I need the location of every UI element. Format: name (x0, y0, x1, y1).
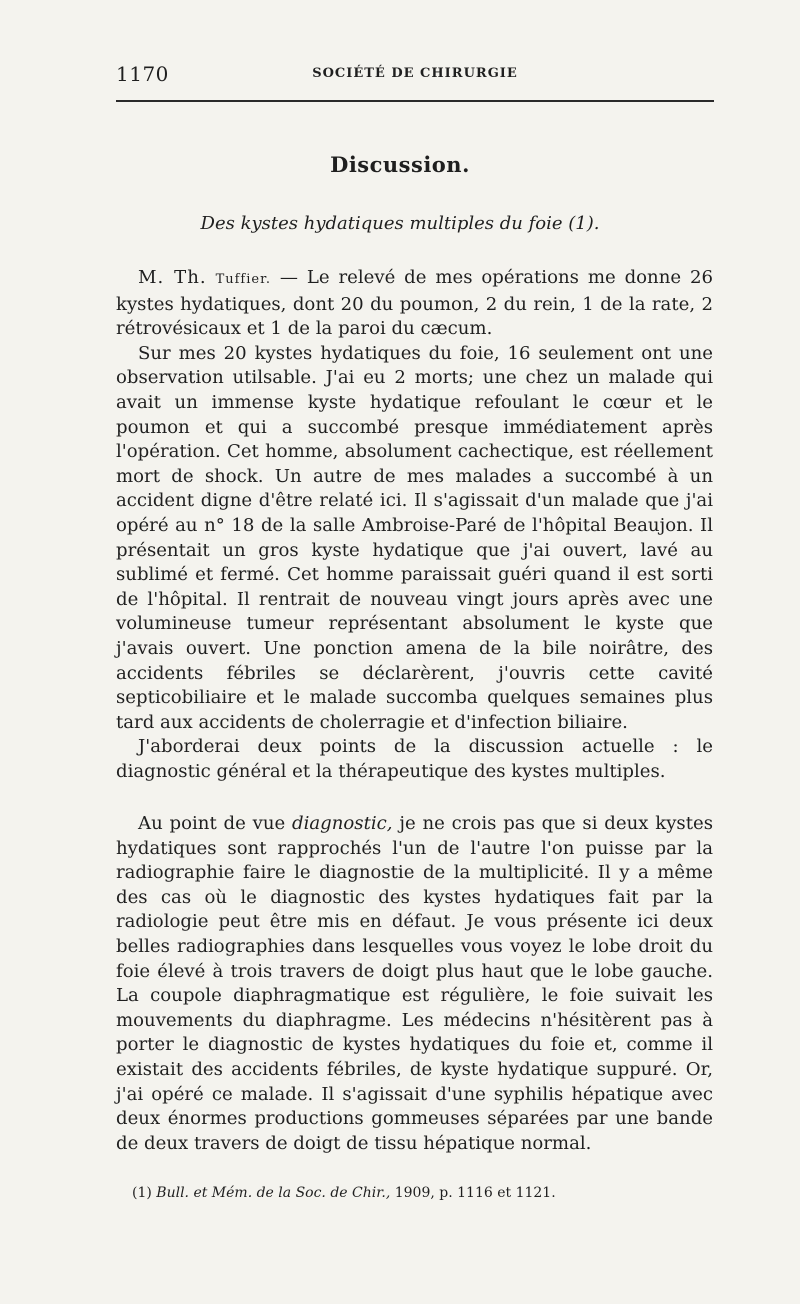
page-header (116, 62, 714, 86)
paragraph-2: Sur mes 20 kystes hydatiques du foie, 16 seulement ont une observation utilsable. J'ai eu 2 morts; une chez un malade qui avait un immense kyste hydatique refoulant le cœur et le poumon et qui a succombé presque immédiatement après l'opération. Cet homme, absolument cachectique, est réellement mort de shock. Un autre de mes malades a succombé à un accident digne d'être relaté ici. Il s'agissait d'un malade que j'ai opéré au n° 18 de la salle Ambroise-Paré de l'hôpital Beaujon. Il présentait un gros kyste hydatique que j'ai ouvert, lavé au sublimé et fermé. Cet homme paraissait guéri quand il est sorti de l'hôpital. Il rentrait de nouveau vingt jours après avec une volumineuse tumeur représentant absolument le kyste que j'avais ouvert. Une ponction amena de la bile noirâtre, des accidents fébriles se déclarèrent, j'ouvris cette cavité septicobiliaire et le malade succomba quelques semaines plus tard aux accidents de cholerragie et d'infection biliaire. (116, 342, 713, 733)
paragraph-4-text: je ne crois pas que si deux kystes hydatiques sont rapprochés l'un de l'autre l'on puisse par la radiographie faire le diagnostie de la multiplicité. Il y a même des cas où le diagnostic des kystes hydatiques fait par la radiologie peut être mis en défaut. Je vous présente ici deux belles radiographies dans lesquelles vous voyez le lobe droit du foie élevé à trois travers de doigt plus haut que le lobe gauche. La coupole diaphragmatique est régulière, le foie suivait les mouvements du diaphragme. Les médecins n'hésitèrent pas à porter le diagnostic de kystes hydatiques du foie et, comme il existait des accidents fébriles, de kyste hydatique suppuré. Or, j'ai opéré ce malade. Il s'agissait d'une syphilis hépatique avec deux énormes productions gommeuses séparées par une bande de deux travers de doigt de tissu hépatique normal. (116, 813, 713, 1154)
paragraph-1-text: — Le relevé de mes opérations me donne 26 kystes hydatiques, dont 20 du poumon, 2 du rein, 1 de la rate, 2 rétrovésicaux et 1 de la paroi du cæcum. (116, 267, 713, 340)
footnote (132, 1185, 712, 1201)
paragraph-4-lead: Au point de vue (138, 813, 293, 834)
section-title: Discussion. (330, 152, 470, 177)
body-text-top (116, 266, 713, 784)
paragraph-4-emphasis: diagnostic, (292, 813, 393, 834)
header-rule (116, 100, 714, 102)
footnote-marker: (1) (132, 1185, 157, 1201)
paragraph-4 (116, 812, 713, 1156)
paragraph-1 (116, 266, 713, 342)
subtitle: Des kystes hydatiques multiples du foie (1). (200, 213, 600, 234)
footnote-source: Bull. et Mém. de la Soc. de Chir., (156, 1185, 391, 1201)
paragraph-3: J'aborderai deux points de la discussion actuelle : le diagnostic général et la thérapeutique des kystes multiples. (116, 736, 713, 782)
page-number: 1170 (116, 62, 169, 86)
speaker-name: Tuffier. (215, 272, 271, 287)
footnote-details: 1909, p. 1116 et 1121. (390, 1185, 556, 1201)
body-text-bottom (116, 812, 713, 1156)
running-head: SOCIÉTÉ DE CHIRURGIE (312, 66, 518, 81)
speaker-initials: M. Th. (138, 267, 207, 288)
